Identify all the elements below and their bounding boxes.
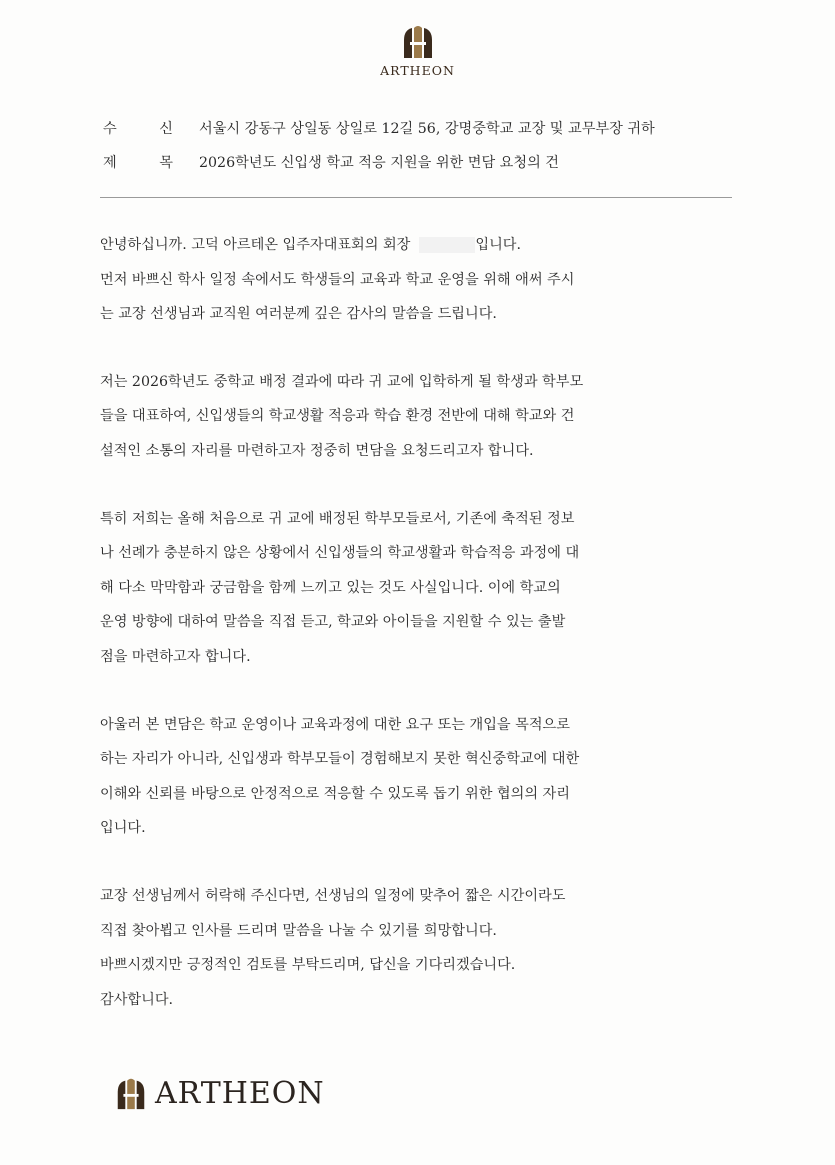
body-line: 나 선례가 충분하지 않은 상황에서 신입생들의 학교생활과 학습적응 과정에 대 xyxy=(100,545,580,562)
subject-label-1: 제 xyxy=(103,155,117,171)
recipient-label-1: 수 xyxy=(103,121,117,137)
bottom-logo xyxy=(113,1075,325,1111)
body-line: 직접 찾아뵙고 인사를 드리며 말씀을 나눌 수 있기를 희망합니다. xyxy=(100,922,497,939)
body-line: 운영 방향에 대하여 말씀을 직접 듣고, 학교와 아이들을 지원할 수 있는 출발 xyxy=(100,614,566,631)
recipient-value: 서울시 강동구 상일동 상일로 12길 56, 강명중학교 교장 및 교무부장 귀하 xyxy=(199,121,655,137)
greeting-line xyxy=(100,228,740,263)
redacted-name xyxy=(419,237,475,253)
greeting-suffix: 입니다. xyxy=(475,237,522,253)
body-line: 먼저 바쁘신 학사 일정 속에서도 학생들의 교육과 학교 운영을 위해 애써 주시 xyxy=(100,271,575,288)
body-line: 하는 자리가 아니라, 신입생과 학부모들이 경험해보지 못한 혁신중학교에 대한 xyxy=(100,751,580,768)
body-line: 입니다. xyxy=(100,820,146,837)
body-line: 해 다소 막막함과 궁금함을 함께 느끼고 있는 것도 사실입니다. 이에 학교의 xyxy=(100,579,561,596)
body-line: 점을 마련하고자 합니다. xyxy=(100,648,251,665)
closing-line: 감사합니다. xyxy=(100,991,174,1008)
bottom-logo-text: ARTHEON xyxy=(155,1075,325,1111)
subject-label-2: 목 xyxy=(159,155,173,171)
body-line: 특히 저희는 올해 처음으로 귀 교에 배정된 학부모들로서, 기존에 축적된 정보 xyxy=(100,510,575,527)
greeting-text: 안녕하십니까. 고덕 아르테온 입주자대표회의 회장 xyxy=(100,237,411,253)
body-line: 는 교장 선생님과 교직원 여러분께 깊은 감사의 말씀을 드립니다. xyxy=(100,306,497,323)
body-line: 들을 대표하여, 신입생들의 학교생활 적응과 학습 환경 전반에 대해 학교와 건 xyxy=(100,408,575,425)
artheon-emblem-icon xyxy=(400,22,436,60)
subject-value: 2026학년도 신입생 학교 적응 지원을 위한 면담 요청의 건 xyxy=(199,155,559,171)
body-line: 바쁘시겠지만 긍정적인 검토를 부탁드리며, 답신을 기다리겠습니다. xyxy=(100,957,516,974)
subject-row xyxy=(103,152,763,186)
top-logo-text: ARTHEON xyxy=(380,63,455,78)
body-line: 설적인 소통의 자리를 마련하고자 정중히 면담을 요청드리고자 합니다. xyxy=(100,442,534,459)
recipient-row xyxy=(103,118,763,152)
top-logo xyxy=(0,22,835,78)
header-divider xyxy=(100,197,732,198)
letter-header xyxy=(103,118,763,186)
body-line: 이해와 신뢰를 바탕으로 안정적으로 적응할 수 있도록 돕기 위한 협의의 자리 xyxy=(100,785,570,802)
body-line: 교장 선생님께서 허락해 주신다면, 선생님의 일정에 맞추어 짧은 시간이라도 xyxy=(100,887,566,904)
body-line: 아울러 본 면담은 학교 운영이나 교육과정에 대한 요구 또는 개입을 목적으로 xyxy=(100,716,570,733)
artheon-emblem-icon xyxy=(113,1075,149,1111)
letter-body xyxy=(100,228,740,1017)
body-line: 저는 2026학년도 중학교 배정 결과에 따라 귀 교에 입학하게 될 학생과 학부모 xyxy=(100,373,584,390)
recipient-label-2: 신 xyxy=(159,121,173,137)
